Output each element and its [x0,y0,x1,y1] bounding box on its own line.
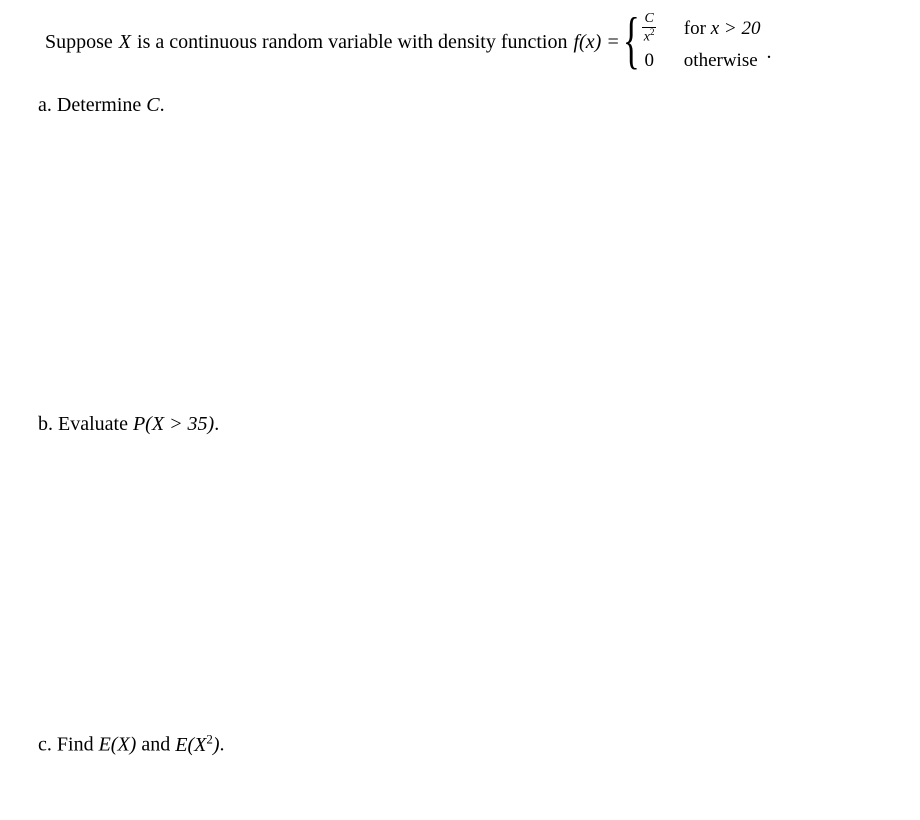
problem-statement [45,4,772,76]
question-a-variable: C [146,94,160,116]
question-a-text: Determine [56,94,142,116]
density-function-label: f(x) = [573,30,620,53]
piecewise-cases [642,12,760,71]
question-b-text: Evaluate [58,413,128,435]
question-c: c. Find E(X) and $E(X^2)$. [38,731,225,756]
case1-condition: for x > 20 [683,18,761,39]
question-c-and: and [141,733,171,756]
random-variable-x: X [118,30,132,53]
piecewise-brace: { [622,4,640,75]
intro-text-middle: is a continuous random variable with density function [137,30,568,53]
statement-period: . [766,41,772,63]
fraction-numerator: C [644,11,654,27]
question-a-label: a. [38,94,52,116]
case1-fraction [642,12,655,45]
fraction-denominator: $x^2$ [643,27,655,45]
question-b-label: b. [38,413,53,435]
question-b-expression: P(X > 35) [132,413,215,435]
question-c-second-moment: $E(X^2)$ [175,731,220,756]
case2-condition: otherwise [683,49,758,71]
intro-text-start: Suppose [45,30,113,53]
case2-value: 0 [644,49,654,71]
question-c-label: c. [38,733,52,756]
question-b: b. Evaluate P(X > 35). [38,413,220,435]
question-a: a. Determine C. [38,94,165,116]
question-c-expectation: E(X) [98,733,137,756]
question-c-text: Find [56,733,94,756]
